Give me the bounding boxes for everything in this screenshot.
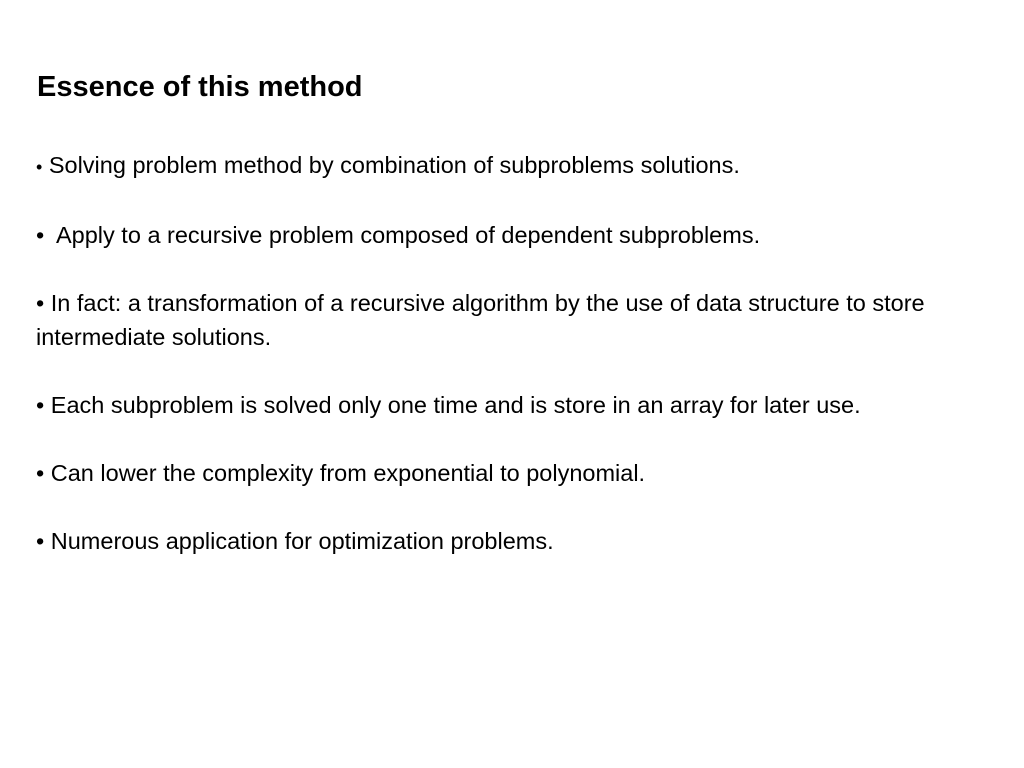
bullet-item: [36, 456, 936, 490]
bullet-item: [36, 218, 936, 252]
bullet-marker: •: [36, 222, 45, 248]
bullet-text: In fact: a transformation of a recursive algorithm by the use of data structure to store intermediate solutions.: [36, 290, 925, 350]
bullet-marker: •: [36, 290, 45, 316]
bullet-text: Each subproblem is solved only one time and is store in an array for later use.: [50, 392, 861, 418]
bullet-marker: •: [36, 392, 45, 418]
bullet-text: Apply to a recursive problem composed of dependent subproblems.: [50, 222, 761, 248]
bullet-text: Can lower the complexity from exponential to polynomial.: [50, 460, 646, 486]
bullet-item: [36, 286, 936, 354]
bullet-item: [36, 388, 936, 422]
bullet-list: [36, 148, 936, 592]
slide-title: Essence of this method: [37, 71, 363, 103]
bullet-item: [36, 148, 936, 184]
bullet-item: [36, 524, 936, 558]
bullet-text: Solving problem method by combination of subproblems solutions.: [48, 152, 740, 178]
bullet-marker: •: [36, 528, 45, 554]
bullet-marker: •: [36, 460, 45, 486]
bullet-marker: •: [36, 157, 43, 177]
bullet-text: Numerous application for optimization problems.: [50, 528, 554, 554]
